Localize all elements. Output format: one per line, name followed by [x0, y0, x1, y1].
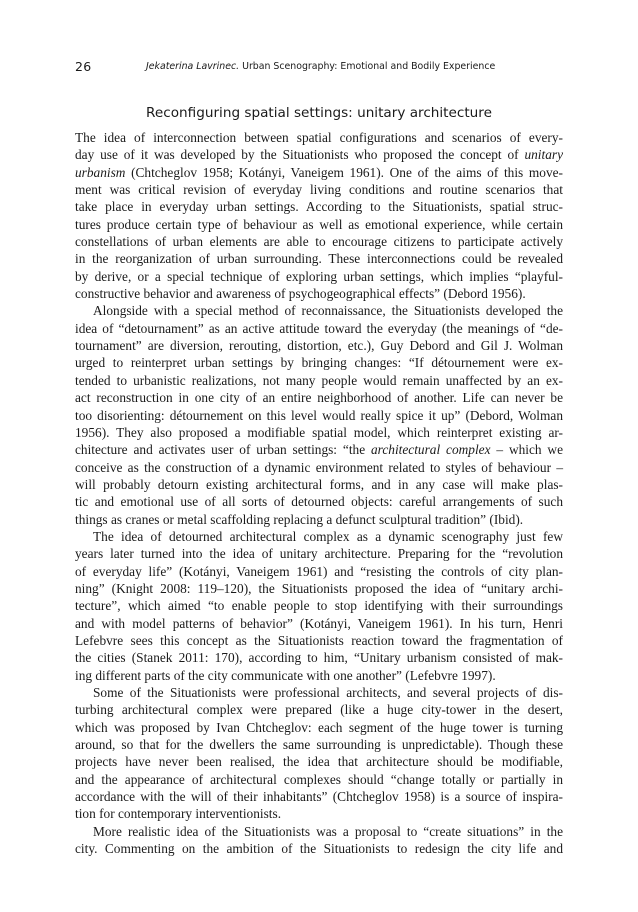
text-line: city. Commenting on the ambition of the Situationists to redesign the city life and	[75, 841, 563, 857]
text-line: urged to reinterpret urban settings by bringing changes: “If détournement were ex-	[75, 355, 563, 371]
running-title-text: Urban Scenography: Emotional and Bodily Experience	[242, 61, 496, 72]
text-line: day use of it was developed by the Situationists who proposed the concept of unitary	[75, 147, 563, 163]
page-number: 26	[75, 59, 92, 74]
text-line: tended to urbanistic realizations, not many people would remain unaffected by an ex-	[75, 372, 563, 388]
text-line: ment was critical revision of everyday living conditions and routine scenarios that	[75, 182, 563, 198]
italic-term: urbanism	[75, 164, 126, 180]
text-line: accordance with the will of their inhabitants” (Chtcheglov 1958) is a source of inspira-	[75, 789, 563, 805]
text-line: the cities (Stanek 2011: 170), according to him, “Unitary urbanism consisted of mak-	[75, 650, 563, 666]
text-line: tures produce certain type of behaviour as well as emotional experience, while certain	[75, 216, 563, 232]
paragraph	[75, 823, 563, 858]
text-line: take place in everyday urban settings. According to the Situationists, spatial struc-	[75, 199, 563, 215]
text-line: which was proposed by Ivan Chtcheglov: each segment of the huge tower is turning	[75, 719, 563, 735]
text-line: too disorienting: détournement on this level would really spice it up” (Debord, Wolman	[75, 407, 563, 423]
italic-term: unitary	[524, 147, 563, 163]
text-line: chitecture and activates user of urban settings: “the architectural complex – which we	[75, 442, 563, 458]
text-line: around, so that for the dwellers the same surrounding is unpredictable). Though these	[75, 737, 563, 753]
text-line: conceive as the construction of a dynamic environment related to styles of behaviour –	[75, 459, 563, 475]
text-line: act reconstruction in one city of an entire neighborhood of another. Life can never be	[75, 390, 563, 406]
text-line: The idea of detourned architectural complex as a dynamic scenography just few	[93, 528, 563, 544]
text-line: idea of “detournament” as an active attitude toward the everyday (the meanings of “de-	[75, 320, 563, 336]
section-heading: Reconfiguring spatial settings: unitary architecture	[146, 105, 492, 121]
text-line: ing different parts of the city communicate with one another” (Lefebvre 1997).	[75, 667, 496, 683]
text-line: years later turned into the idea of unitary architecture. Preparing for the “revolution	[75, 546, 563, 562]
body-text	[75, 129, 563, 857]
text-line: by derive, or a special technique of exploring urban settings, which implies “playful-	[75, 268, 563, 284]
text-line: Some of the Situationists were professional architects, and several projects of dis-	[93, 685, 563, 700]
text-line: turbing architectural complex were prepared (like a huge city-tower in the desert,	[75, 702, 563, 718]
italic-term: architectural complex	[371, 442, 491, 458]
running-title	[146, 61, 495, 72]
text-line: tion for contemporary interventionists.	[75, 806, 282, 822]
text-line: of everyday life” (Kotányi, Vaneigem 1961) and “resisting the controls of city plan-	[75, 563, 563, 579]
text-line: tecture”, which aimed “to enable people to stop identifying with their surroundings	[75, 598, 563, 614]
text-line: will probably detourn existing architectural forms, and in any case will make plas-	[75, 476, 563, 492]
text-line: 1956). They also proposed a modifiable spatial model, which reinterpret existing ar-	[75, 424, 563, 440]
text-line: and with model patterns of behavior” (Kotányi, Vaneigem 1961). In his turn, Henri	[75, 615, 563, 631]
text-line: tournament” are diversion, rerouting, distortion, etc.), Guy Debord and Gil J. Wolman	[75, 338, 563, 354]
running-title-author: Jekaterina Lavrinec.	[146, 61, 240, 72]
text-line: in the reorganization of urban surrounding. These interconnections could be revealed	[75, 251, 563, 267]
paragraph	[75, 528, 563, 684]
text-line: things as cranes or metal scaffolding replacing a defunct sculptural tradition” (Ibid).	[75, 511, 524, 527]
paragraph	[75, 684, 563, 823]
text-line: constellations of urban elements are able to encourage citizens to participate actively	[75, 234, 563, 250]
text-line: Lefebvre sees this concept as the Situationists reaction toward the fragmentation of	[75, 632, 563, 648]
text-line: projects have never been realised, the idea that architecture should be modifiable,	[75, 754, 563, 770]
text-line: tic and emotional use of all sorts of detourned objects: careful arrangements of such	[75, 494, 563, 510]
text-line: urbanism (Chtcheglov 1958; Kotányi, Vaneigem 1961). One of the aims of this move-	[75, 164, 563, 180]
text-line: More realistic idea of the Situationists was a proposal to “create situations” in the	[93, 823, 563, 839]
paragraph	[75, 129, 563, 302]
running-head	[75, 59, 562, 77]
paragraph	[75, 302, 563, 527]
text-line: constructive behavior and awareness of psychogeographical effects” (Debord 1956).	[75, 286, 526, 302]
text-line: and the appearance of architectural complexes should “change totally or partially in	[75, 771, 563, 787]
text-line: The idea of interconnection between spatial configurations and scenarios of every-	[75, 130, 563, 145]
text-line: Alongside with a special method of reconnaissance, the Situationists developed the	[93, 303, 563, 319]
text-line: ning” (Knight 2008: 119–120), the Situationists proposed the idea of “unitary archi-	[75, 580, 563, 596]
